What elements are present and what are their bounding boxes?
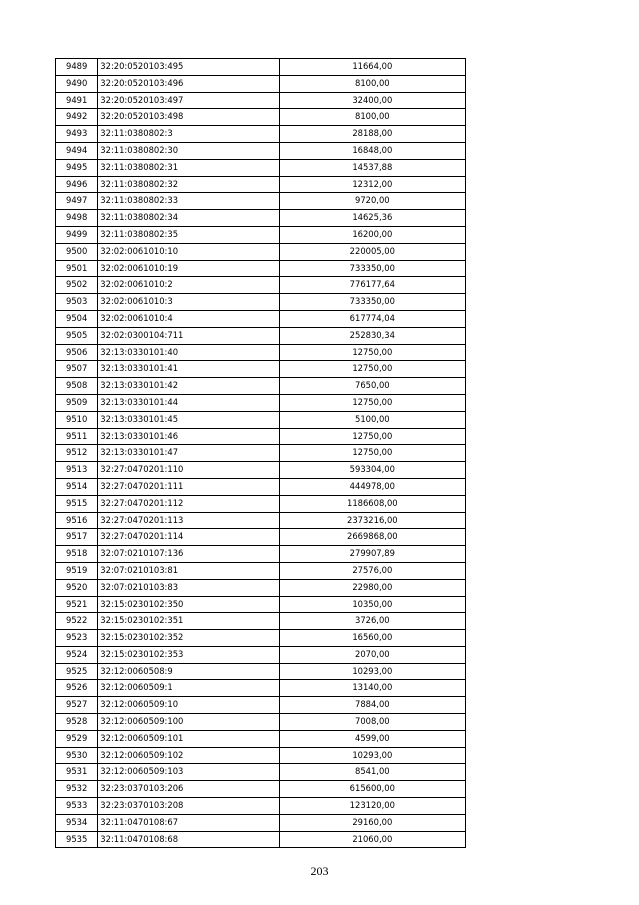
cadastral-number-cell: 32:11:0380802:31 bbox=[98, 159, 279, 176]
table-row bbox=[56, 730, 466, 747]
table-row bbox=[56, 92, 466, 109]
value-cell: 9720,00 bbox=[279, 193, 465, 210]
cadastral-number-cell: 32:02:0061010:4 bbox=[98, 310, 279, 327]
table-row bbox=[56, 747, 466, 764]
value-cell: 615600,00 bbox=[279, 781, 465, 798]
table-row bbox=[56, 176, 466, 193]
cadastral-number-cell: 32:11:0380802:34 bbox=[98, 210, 279, 227]
value-cell: 12750,00 bbox=[279, 361, 465, 378]
value-cell: 4599,00 bbox=[279, 730, 465, 747]
table-row bbox=[56, 159, 466, 176]
table-row bbox=[56, 613, 466, 630]
table-row bbox=[56, 193, 466, 210]
row-number-cell: 9497 bbox=[56, 193, 98, 210]
table-row bbox=[56, 596, 466, 613]
row-number-cell: 9513 bbox=[56, 462, 98, 479]
value-cell: 32400,00 bbox=[279, 92, 465, 109]
table-row bbox=[56, 260, 466, 277]
row-number-cell: 9492 bbox=[56, 109, 98, 126]
cadastral-number-cell: 32:12:0060509:102 bbox=[98, 747, 279, 764]
table-row bbox=[56, 142, 466, 159]
row-number-cell: 9491 bbox=[56, 92, 98, 109]
row-number-cell: 9521 bbox=[56, 596, 98, 613]
value-cell: 12750,00 bbox=[279, 428, 465, 445]
table-row bbox=[56, 294, 466, 311]
row-number-cell: 9516 bbox=[56, 512, 98, 529]
row-number-cell: 9530 bbox=[56, 747, 98, 764]
table-body bbox=[56, 59, 466, 848]
value-cell: 13140,00 bbox=[279, 680, 465, 697]
value-cell: 2070,00 bbox=[279, 646, 465, 663]
table-row bbox=[56, 243, 466, 260]
row-number-cell: 9498 bbox=[56, 210, 98, 227]
table-row bbox=[56, 327, 466, 344]
value-cell: 10293,00 bbox=[279, 663, 465, 680]
cadastral-number-cell: 32:02:0061010:10 bbox=[98, 243, 279, 260]
table-row bbox=[56, 630, 466, 647]
table-row bbox=[56, 546, 466, 563]
cadastral-number-cell: 32:23:0370103:206 bbox=[98, 781, 279, 798]
cadastral-number-cell: 32:13:0330101:46 bbox=[98, 428, 279, 445]
cadastral-number-cell: 32:11:0380802:35 bbox=[98, 226, 279, 243]
table-row bbox=[56, 344, 466, 361]
cadastral-value-table bbox=[55, 58, 466, 848]
cadastral-number-cell: 32:07:0210107:136 bbox=[98, 546, 279, 563]
row-number-cell: 9489 bbox=[56, 59, 98, 76]
row-number-cell: 9495 bbox=[56, 159, 98, 176]
row-number-cell: 9496 bbox=[56, 176, 98, 193]
table-row bbox=[56, 512, 466, 529]
cadastral-number-cell: 32:15:0230102:352 bbox=[98, 630, 279, 647]
table-row bbox=[56, 59, 466, 76]
cadastral-number-cell: 32:12:0060509:1 bbox=[98, 680, 279, 697]
value-cell: 7008,00 bbox=[279, 714, 465, 731]
row-number-cell: 9504 bbox=[56, 310, 98, 327]
cadastral-number-cell: 32:15:0230102:353 bbox=[98, 646, 279, 663]
table-row bbox=[56, 562, 466, 579]
value-cell: 14537,88 bbox=[279, 159, 465, 176]
cadastral-number-cell: 32:11:0380802:33 bbox=[98, 193, 279, 210]
cadastral-number-cell: 32:11:0470108:67 bbox=[98, 814, 279, 831]
cadastral-number-cell: 32:02:0061010:2 bbox=[98, 277, 279, 294]
cadastral-number-cell: 32:13:0330101:40 bbox=[98, 344, 279, 361]
table-row bbox=[56, 781, 466, 798]
cadastral-number-cell: 32:20:0520103:498 bbox=[98, 109, 279, 126]
cadastral-number-cell: 32:20:0520103:497 bbox=[98, 92, 279, 109]
row-number-cell: 9508 bbox=[56, 378, 98, 395]
cadastral-number-cell: 32:12:0060509:100 bbox=[98, 714, 279, 731]
row-number-cell: 9524 bbox=[56, 646, 98, 663]
table-row bbox=[56, 378, 466, 395]
value-cell: 444978,00 bbox=[279, 478, 465, 495]
row-number-cell: 9532 bbox=[56, 781, 98, 798]
value-cell: 7884,00 bbox=[279, 697, 465, 714]
row-number-cell: 9510 bbox=[56, 411, 98, 428]
page-number: 203 bbox=[310, 864, 329, 878]
value-cell: 16848,00 bbox=[279, 142, 465, 159]
table-row bbox=[56, 126, 466, 143]
value-cell: 27576,00 bbox=[279, 562, 465, 579]
cadastral-number-cell: 32:23:0370103:208 bbox=[98, 798, 279, 815]
row-number-cell: 9518 bbox=[56, 546, 98, 563]
table-row bbox=[56, 210, 466, 227]
cadastral-number-cell: 32:13:0330101:42 bbox=[98, 378, 279, 395]
table-row bbox=[56, 579, 466, 596]
table-row bbox=[56, 663, 466, 680]
cadastral-number-cell: 32:12:0060508:9 bbox=[98, 663, 279, 680]
value-cell: 252830,34 bbox=[279, 327, 465, 344]
cadastral-number-cell: 32:27:0470201:110 bbox=[98, 462, 279, 479]
row-number-cell: 9507 bbox=[56, 361, 98, 378]
table-row bbox=[56, 814, 466, 831]
row-number-cell: 9509 bbox=[56, 394, 98, 411]
value-cell: 8100,00 bbox=[279, 109, 465, 126]
table-row bbox=[56, 478, 466, 495]
cadastral-number-cell: 32:02:0061010:3 bbox=[98, 294, 279, 311]
row-number-cell: 9517 bbox=[56, 529, 98, 546]
table-row bbox=[56, 798, 466, 815]
value-cell: 593304,00 bbox=[279, 462, 465, 479]
table-row bbox=[56, 428, 466, 445]
row-number-cell: 9490 bbox=[56, 75, 98, 92]
value-cell: 12750,00 bbox=[279, 344, 465, 361]
table-row bbox=[56, 714, 466, 731]
value-cell: 7650,00 bbox=[279, 378, 465, 395]
value-cell: 2669868,00 bbox=[279, 529, 465, 546]
row-number-cell: 9535 bbox=[56, 831, 98, 848]
value-cell: 3726,00 bbox=[279, 613, 465, 630]
row-number-cell: 9494 bbox=[56, 142, 98, 159]
table-row bbox=[56, 529, 466, 546]
cadastral-number-cell: 32:20:0520103:496 bbox=[98, 75, 279, 92]
table-row bbox=[56, 75, 466, 92]
row-number-cell: 9502 bbox=[56, 277, 98, 294]
cadastral-number-cell: 32:12:0060509:103 bbox=[98, 764, 279, 781]
cadastral-number-cell: 32:13:0330101:47 bbox=[98, 445, 279, 462]
value-cell: 8541,00 bbox=[279, 764, 465, 781]
table-row bbox=[56, 646, 466, 663]
table-row bbox=[56, 310, 466, 327]
row-number-cell: 9534 bbox=[56, 814, 98, 831]
row-number-cell: 9501 bbox=[56, 260, 98, 277]
row-number-cell: 9511 bbox=[56, 428, 98, 445]
table-row bbox=[56, 411, 466, 428]
row-number-cell: 9519 bbox=[56, 562, 98, 579]
row-number-cell: 9514 bbox=[56, 478, 98, 495]
cadastral-number-cell: 32:11:0380802:3 bbox=[98, 126, 279, 143]
row-number-cell: 9520 bbox=[56, 579, 98, 596]
cadastral-number-cell: 32:12:0060509:101 bbox=[98, 730, 279, 747]
table-row bbox=[56, 462, 466, 479]
row-number-cell: 9515 bbox=[56, 495, 98, 512]
row-number-cell: 9525 bbox=[56, 663, 98, 680]
row-number-cell: 9512 bbox=[56, 445, 98, 462]
table-row bbox=[56, 764, 466, 781]
row-number-cell: 9499 bbox=[56, 226, 98, 243]
table-row bbox=[56, 495, 466, 512]
cadastral-number-cell: 32:13:0330101:45 bbox=[98, 411, 279, 428]
cadastral-number-cell: 32:27:0470201:113 bbox=[98, 512, 279, 529]
value-cell: 14625,36 bbox=[279, 210, 465, 227]
value-cell: 22980,00 bbox=[279, 579, 465, 596]
table-row bbox=[56, 680, 466, 697]
cadastral-number-cell: 32:27:0470201:112 bbox=[98, 495, 279, 512]
value-cell: 8100,00 bbox=[279, 75, 465, 92]
row-number-cell: 9533 bbox=[56, 798, 98, 815]
cadastral-number-cell: 32:15:0230102:350 bbox=[98, 596, 279, 613]
row-number-cell: 9493 bbox=[56, 126, 98, 143]
row-number-cell: 9531 bbox=[56, 764, 98, 781]
value-cell: 2373216,00 bbox=[279, 512, 465, 529]
table-row bbox=[56, 445, 466, 462]
table-row bbox=[56, 277, 466, 294]
cadastral-number-cell: 32:13:0330101:41 bbox=[98, 361, 279, 378]
cadastral-number-cell: 32:07:0210103:83 bbox=[98, 579, 279, 596]
value-cell: 29160,00 bbox=[279, 814, 465, 831]
value-cell: 733350,00 bbox=[279, 294, 465, 311]
row-number-cell: 9528 bbox=[56, 714, 98, 731]
row-number-cell: 9526 bbox=[56, 680, 98, 697]
row-number-cell: 9523 bbox=[56, 630, 98, 647]
row-number-cell: 9503 bbox=[56, 294, 98, 311]
cadastral-number-cell: 32:02:0061010:19 bbox=[98, 260, 279, 277]
table-row bbox=[56, 109, 466, 126]
row-number-cell: 9505 bbox=[56, 327, 98, 344]
cadastral-number-cell: 32:07:0210103:81 bbox=[98, 562, 279, 579]
value-cell: 10293,00 bbox=[279, 747, 465, 764]
table-row bbox=[56, 697, 466, 714]
value-cell: 1186608,00 bbox=[279, 495, 465, 512]
cadastral-number-cell: 32:15:0230102:351 bbox=[98, 613, 279, 630]
value-cell: 733350,00 bbox=[279, 260, 465, 277]
row-number-cell: 9529 bbox=[56, 730, 98, 747]
cadastral-number-cell: 32:11:0380802:32 bbox=[98, 176, 279, 193]
value-cell: 617774,04 bbox=[279, 310, 465, 327]
cadastral-number-cell: 32:27:0470201:114 bbox=[98, 529, 279, 546]
value-cell: 12312,00 bbox=[279, 176, 465, 193]
value-cell: 21060,00 bbox=[279, 831, 465, 848]
value-cell: 279907,89 bbox=[279, 546, 465, 563]
cadastral-number-cell: 32:11:0380802:30 bbox=[98, 142, 279, 159]
row-number-cell: 9527 bbox=[56, 697, 98, 714]
cadastral-number-cell: 32:02:0300104:711 bbox=[98, 327, 279, 344]
value-cell: 16200,00 bbox=[279, 226, 465, 243]
value-cell: 11664,00 bbox=[279, 59, 465, 76]
value-cell: 12750,00 bbox=[279, 445, 465, 462]
row-number-cell: 9500 bbox=[56, 243, 98, 260]
value-cell: 12750,00 bbox=[279, 394, 465, 411]
value-cell: 16560,00 bbox=[279, 630, 465, 647]
value-cell: 28188,00 bbox=[279, 126, 465, 143]
value-cell: 5100,00 bbox=[279, 411, 465, 428]
cadastral-number-cell: 32:27:0470201:111 bbox=[98, 478, 279, 495]
value-cell: 220005,00 bbox=[279, 243, 465, 260]
cadastral-number-cell: 32:11:0470108:68 bbox=[98, 831, 279, 848]
value-cell: 776177,64 bbox=[279, 277, 465, 294]
table-row bbox=[56, 226, 466, 243]
row-number-cell: 9522 bbox=[56, 613, 98, 630]
row-number-cell: 9506 bbox=[56, 344, 98, 361]
value-cell: 123120,00 bbox=[279, 798, 465, 815]
table-row bbox=[56, 831, 466, 848]
cadastral-number-cell: 32:20:0520103:495 bbox=[98, 59, 279, 76]
table-row bbox=[56, 361, 466, 378]
value-cell: 10350,00 bbox=[279, 596, 465, 613]
table-row bbox=[56, 394, 466, 411]
cadastral-number-cell: 32:12:0060509:10 bbox=[98, 697, 279, 714]
cadastral-number-cell: 32:13:0330101:44 bbox=[98, 394, 279, 411]
